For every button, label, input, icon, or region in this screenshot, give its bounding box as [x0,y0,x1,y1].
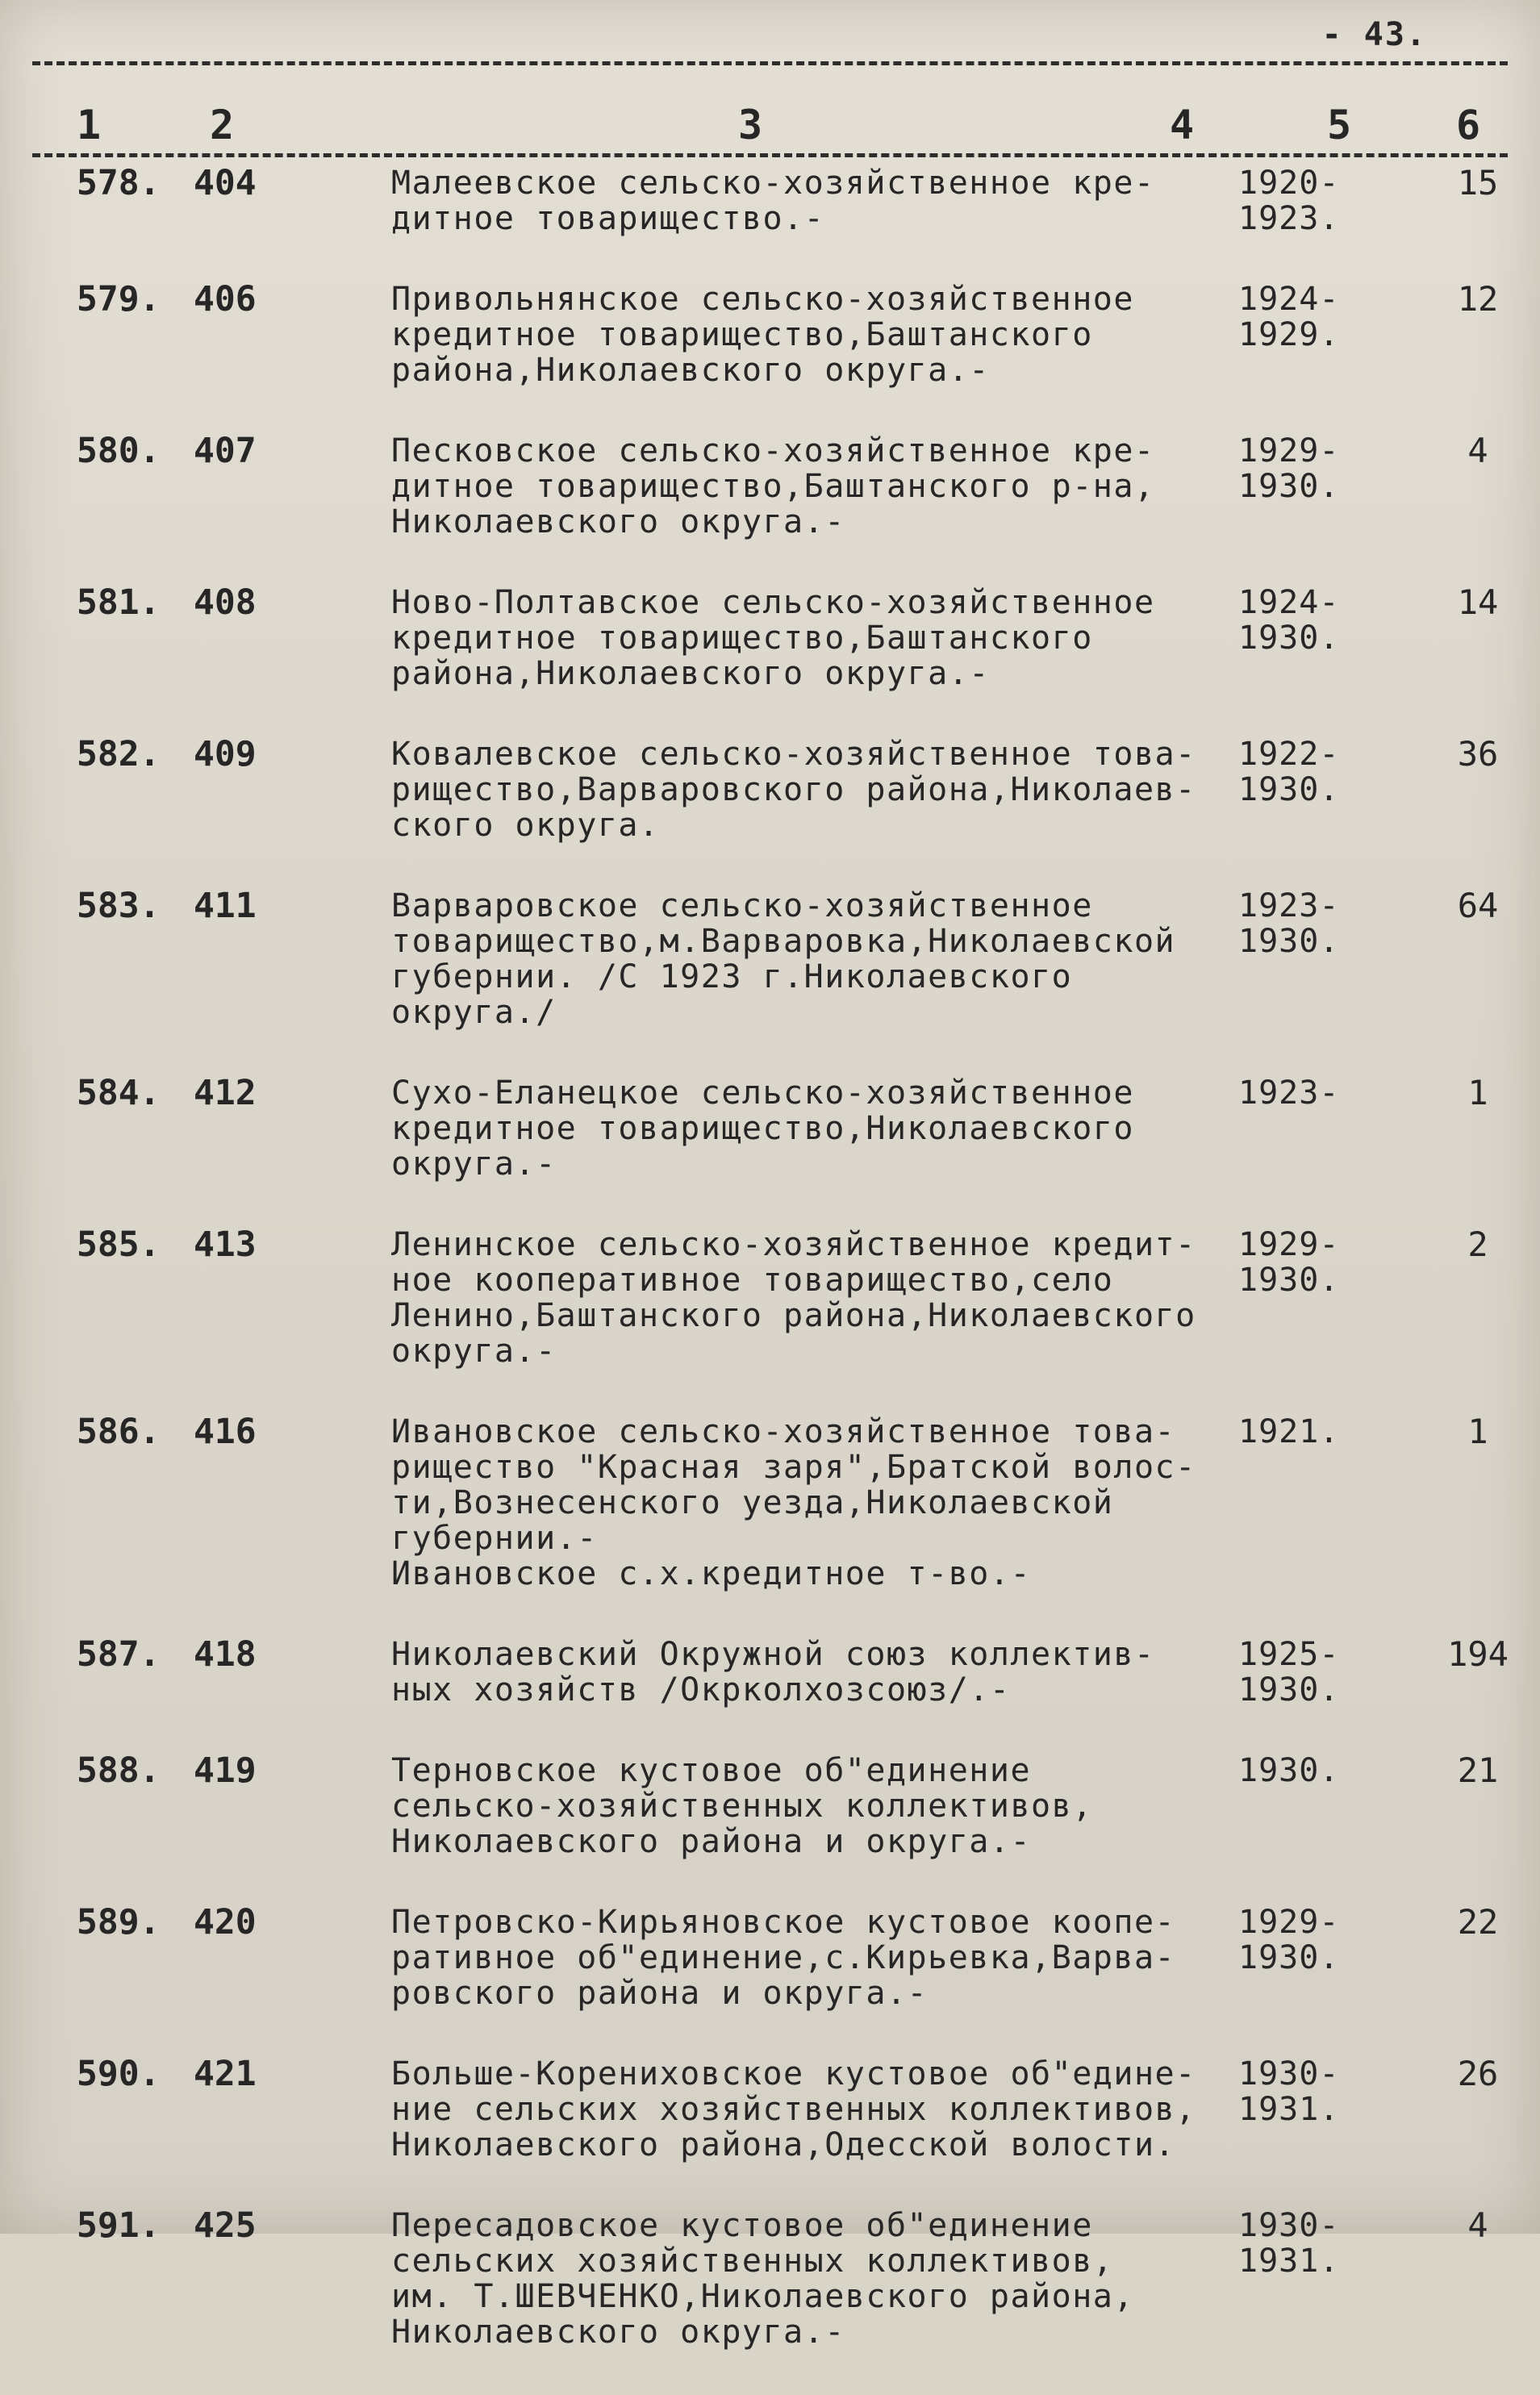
inventory-row [0,1227,1540,1369]
page-number: - 43. [1321,16,1427,53]
fund-title: Ново-Полтавское сельско-хозяйственное кредитное товарищество,Баштанского района,Николаевского округа.- [391,584,1155,692]
file-count: 12 [1457,279,1499,319]
date-range: 1929- 1930. [1238,1904,1340,1976]
date-range: 1925- 1930. [1238,1636,1340,1709]
fund-title: Ковалевское сельско-хозяйственное това- рищество,Варваровского района,Николаев- ского округа. [391,736,1196,844]
fund-title: Петровско-Кирьяновское кустовое коопе- ративное об"единение,с.Кирьевка,Варва- ровского района и округа.- [391,1904,1176,2012]
fund-title: Николаевский Окружной союз коллектив- ных хозяйств /Окрколхозсоюз/.- [391,1636,1155,1709]
file-count: 194 [1447,1634,1509,1674]
fund-title: Больше-Корениховское кустовое об"едине- ние сельских хозяйственных коллективов, Николаевского района,Одесской волости. [391,2055,1196,2163]
date-range: 1930. [1238,1752,1340,1789]
file-count: 15 [1457,163,1499,202]
fund-number: 419 [194,1750,257,1791]
date-range: 1921. [1238,1413,1340,1450]
row-spacer [0,888,77,1030]
file-count: 4 [1467,2205,1488,2245]
inventory-row [0,582,1540,692]
row-spacer [0,736,77,843]
file-count: 36 [1457,734,1499,774]
file-count: 26 [1457,2054,1499,2093]
row-spacer [0,1637,77,1708]
row-spacer [0,282,77,388]
inventory-row [0,433,1540,540]
inventory-list [0,165,1540,2395]
entry-number: 585. [77,1225,161,1265]
column-header [32,97,1508,157]
inventory-row [0,279,1540,389]
entry-number: 582. [77,734,161,774]
date-range: 1929- 1930. [1238,1226,1340,1299]
fund-number: 412 [194,1073,257,1113]
file-count: 2 [1467,1225,1488,1264]
inventory-row [0,1075,1540,1182]
file-count: 21 [1457,1750,1499,1790]
fund-number: 413 [194,1225,257,1265]
file-count: 64 [1457,886,1499,925]
date-range: 1924- 1930. [1238,584,1340,657]
fund-title: Ленинское сельско-хозяйственное кредит- ное кооперативное товарищество,село Ленино,Баштанского района,Николаевского округа.- [391,1226,1196,1370]
entry-number: 584. [77,1073,161,1113]
inventory-row [0,1414,1540,1592]
file-count: 1 [1467,1412,1488,1451]
fund-title: Песковское сельско-хозяйственное кре- дитное товарищество,Баштанского р-на, Николаевского округа.- [391,432,1155,540]
date-range: 1923- 1930. [1238,887,1340,960]
fund-title: Пересадовское кустовое об"единение сельских хозяйственных коллективов, им. Т.ШЕВЧЕНКО,Николаевского района, Николаевского округа.- [391,2207,1134,2351]
entry-number: 581. [77,582,161,623]
row-spacer [0,1227,77,1369]
fund-title: Варваровское сельско-хозяйственное товарищество,м.Варваровка,Николаевской губернии. /С 1923 г.Николаевского округа./ [391,887,1176,1031]
file-count: 14 [1457,582,1499,622]
entry-number: 590. [77,2054,161,2094]
file-count: 1 [1467,1073,1488,1112]
fund-number: 416 [194,1412,257,1452]
fund-number: 407 [194,431,257,471]
entry-number: 591. [77,2205,161,2246]
row-spacer [0,585,77,691]
fund-number: 425 [194,2205,257,2246]
inventory-row [0,1750,1540,1860]
inventory-row [0,1902,1540,2012]
date-range: 1920- 1923. [1238,165,1340,237]
row-spacer [0,1414,77,1592]
inventory-row [0,2205,1540,2351]
column-header-1: 1 [77,102,102,148]
row-spacer [0,1075,77,1182]
row-spacer [0,1753,77,1859]
entry-number: 578. [77,163,161,203]
inventory-row [0,165,1540,236]
column-header-4: 4 [1170,102,1195,148]
row-spacer [0,433,77,540]
column-header-3: 3 [738,102,763,148]
entry-number: 589. [77,1902,161,1942]
inventory-row [0,736,1540,843]
fund-number: 404 [194,163,257,203]
date-range: 1923- [1238,1074,1340,1112]
entry-number: 586. [77,1412,161,1452]
inventory-row [0,1634,1540,1709]
row-spacer [0,2208,77,2350]
inventory-row [0,2056,1540,2163]
file-count: 4 [1467,431,1488,470]
fund-number: 418 [194,1634,257,1675]
date-range: 1922- 1930. [1238,736,1340,808]
file-count: 22 [1457,1902,1499,1942]
entry-number: 579. [77,279,161,319]
row-spacer [0,2056,77,2163]
fund-number: 420 [194,1902,257,1942]
row-spacer [0,1905,77,2011]
fund-number: 421 [194,2054,257,2094]
column-header-6: 6 [1456,102,1481,148]
fund-title: Ивановское сельско-хозяйственное това- рищество "Красная заря",Братской волос- ти,Вознесенского уезда,Николаевской губернии.- Ивановское с.х.кредитное т-во.- [391,1413,1196,1592]
entry-number: 580. [77,431,161,471]
entry-number: 583. [77,886,161,926]
row-spacer [0,165,77,236]
fund-number: 406 [194,279,257,319]
inventory-row [0,888,1540,1030]
column-header-5: 5 [1327,102,1352,148]
fund-number: 408 [194,582,257,623]
top-dashed-rule [32,61,1508,65]
date-range: 1930- 1931. [1238,2055,1340,2128]
date-range: 1930- 1931. [1238,2207,1340,2280]
fund-number: 411 [194,886,257,926]
date-range: 1924- 1929. [1238,281,1340,353]
fund-title: Терновское кустовое об"единение сельско-хозяйственных коллективов, Николаевского района и округа.- [391,1752,1093,1860]
date-range: 1929- 1930. [1238,432,1340,505]
fund-title: Сухо-Еланецкое сельско-хозяйственное кредитное товарищество,Николаевского округа.- [391,1074,1134,1183]
fund-title: Малеевское сельско-хозяйственное кре- дитное товарищество.- [391,165,1155,237]
entry-number: 588. [77,1750,161,1791]
column-header-2: 2 [210,102,235,148]
fund-title: Привольнянское сельско-хозяйственное кредитное товарищество,Баштанского района,Николаевского округа.- [391,281,1134,389]
fund-number: 409 [194,734,257,774]
entry-number: 587. [77,1634,161,1675]
